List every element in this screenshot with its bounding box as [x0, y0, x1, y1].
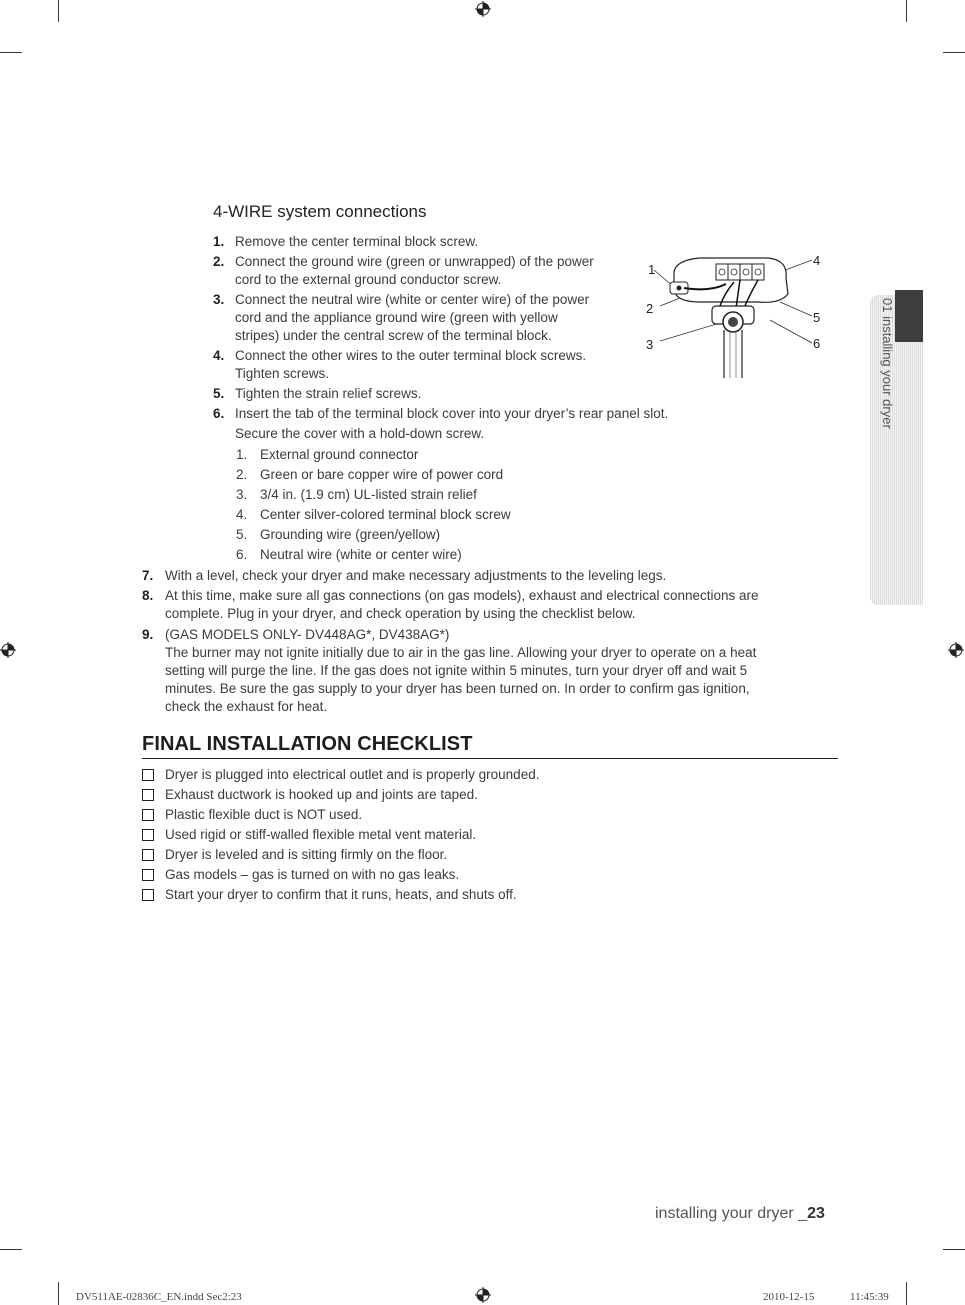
part-text: External ground connector — [260, 447, 419, 462]
part-number: 1. — [236, 447, 248, 462]
step-number: 6. — [213, 406, 225, 421]
callout-label: 3 — [646, 337, 654, 352]
registration-mark-icon — [948, 642, 964, 658]
step-line: Tighten the strain relief screws. — [235, 386, 422, 401]
section-title: 4-WIRE system connections — [213, 202, 427, 221]
step-line: minutes. Be sure the gas supply to your dryer has been turned on. In order to confirm gas ignition, — [165, 681, 750, 696]
checkbox-icon[interactable] — [142, 849, 154, 861]
part-text: 3/4 in. (1.9 cm) UL-listed strain relief — [260, 487, 477, 502]
page-footer — [655, 1205, 825, 1223]
step-text — [235, 291, 589, 345]
step-number: 7. — [142, 568, 154, 583]
step-line: check the exhaust for heat. — [165, 699, 328, 714]
step-line: stripes) under the central screw of the terminal block. — [235, 328, 552, 343]
checkbox-icon[interactable] — [142, 869, 154, 881]
part-text: Green or bare copper wire of power cord — [260, 467, 504, 482]
crop-mark — [943, 1249, 965, 1250]
step-line: (GAS MODELS ONLY- DV448AG*, DV438AG*) — [165, 627, 450, 642]
part-text: Center silver-colored terminal block screw — [260, 507, 511, 522]
crop-mark — [0, 1249, 22, 1250]
step-line: The burner may not ignite initially due to air in the gas line. Allowing your dryer to operate on a heat — [165, 645, 757, 660]
step-line: Remove the center terminal block screw. — [235, 234, 479, 249]
part-number: 2. — [236, 467, 248, 482]
step-line: Secure the cover with a hold-down screw. — [235, 426, 485, 441]
side-tab-marker — [895, 290, 923, 342]
checklist-text: Dryer is plugged into electrical outlet and is properly grounded. — [165, 767, 540, 782]
step-line: cord to the external ground conductor screw. — [235, 272, 502, 287]
part-number: 5. — [236, 527, 248, 542]
step-line: complete. Plug in your dryer, and check operation by using the checklist below. — [165, 606, 636, 621]
step-text — [165, 567, 666, 585]
step-line: Connect the neutral wire (white or center wire) of the power — [235, 292, 590, 307]
step-number: 1. — [213, 234, 225, 249]
part-number: 4. — [236, 507, 248, 522]
slug-time: 11:45:39 — [850, 1291, 889, 1303]
checklist-text: Used rigid or stiff-walled flexible metal vent material. — [165, 827, 477, 842]
checkbox-icon[interactable] — [142, 829, 154, 841]
callout-label: 2 — [646, 301, 654, 316]
step-line: Connect the ground wire (green or unwrapped) of the power — [235, 254, 594, 269]
step-line: setting will purge the line. If the gas does not ignite within 5 minutes, turn your dryer off and wait 5 — [165, 663, 748, 678]
page-number: 23 — [807, 1205, 825, 1222]
step-line: cord and the appliance ground wire (green with yellow — [235, 310, 558, 325]
side-tab-label: 01 installing your dryer — [880, 298, 895, 429]
step-text — [235, 233, 478, 251]
callout-label: 4 — [813, 253, 821, 268]
part-number: 3. — [236, 487, 248, 502]
checkbox-icon[interactable] — [142, 889, 154, 901]
part-text: Grounding wire (green/yellow) — [260, 527, 441, 542]
step-number: 3. — [213, 292, 225, 307]
slug-date: 2010-12-15 — [763, 1291, 815, 1303]
step-text — [165, 587, 759, 623]
step-number: 4. — [213, 348, 225, 363]
step-text — [235, 405, 668, 443]
step-text — [165, 626, 756, 716]
slug-file: DV511AE-02836C_EN.indd Sec2:23 — [76, 1291, 242, 1303]
checklist-text: Dryer is leveled and is sitting firmly on the floor. — [165, 847, 448, 862]
registration-mark-icon — [475, 1287, 491, 1303]
checklist-text: Plastic flexible duct is NOT used. — [165, 807, 363, 822]
footer-section: installing your dryer _ — [655, 1205, 808, 1222]
step-line: Insert the tab of the terminal block cover into your dryer’s rear panel slot. — [235, 406, 669, 421]
checklist-text: Exhaust ductwork is hooked up and joints are taped. — [165, 787, 478, 802]
step-number: 9. — [142, 627, 154, 642]
callout-label: 1 — [648, 262, 656, 277]
step-line: Tighten screws. — [235, 366, 330, 381]
step-number: 2. — [213, 254, 225, 269]
checklist-text: Gas models – gas is turned on with no gas leaks. — [165, 867, 460, 882]
checkbox-icon[interactable] — [142, 769, 154, 781]
checkbox-icon[interactable] — [142, 789, 154, 801]
step-line: With a level, check your dryer and make necessary adjustments to the leveling legs. — [165, 568, 667, 583]
crop-mark — [0, 52, 22, 53]
step-number: 8. — [142, 588, 154, 603]
callout-label: 6 — [813, 336, 821, 351]
step-number: 5. — [213, 386, 225, 401]
crop-mark — [943, 52, 965, 53]
callout-label: 5 — [813, 310, 821, 325]
crop-mark — [58, 1282, 59, 1305]
crop-mark — [58, 0, 59, 22]
registration-mark-icon — [475, 1, 491, 17]
step-text — [235, 253, 594, 289]
crop-mark — [906, 0, 907, 22]
checklist-title: FINAL INSTALLATION CHECKLIST — [142, 733, 473, 755]
terminal-block-diagram — [640, 250, 830, 385]
step-text — [235, 347, 586, 383]
checklist-text: Start your dryer to confirm that it runs, heats, and shuts off. — [165, 887, 517, 902]
step-text — [235, 385, 421, 403]
step-line: Connect the other wires to the outer terminal block screws. — [235, 348, 587, 363]
checkbox-icon[interactable] — [142, 809, 154, 821]
crop-mark — [906, 1282, 907, 1305]
part-text: Neutral wire (white or center wire) — [260, 547, 462, 562]
checklist-title-rule — [142, 758, 838, 759]
registration-mark-icon — [0, 642, 16, 658]
step-line: At this time, make sure all gas connections (on gas models), exhaust and electrical connections are — [165, 588, 759, 603]
part-number: 6. — [236, 547, 248, 562]
